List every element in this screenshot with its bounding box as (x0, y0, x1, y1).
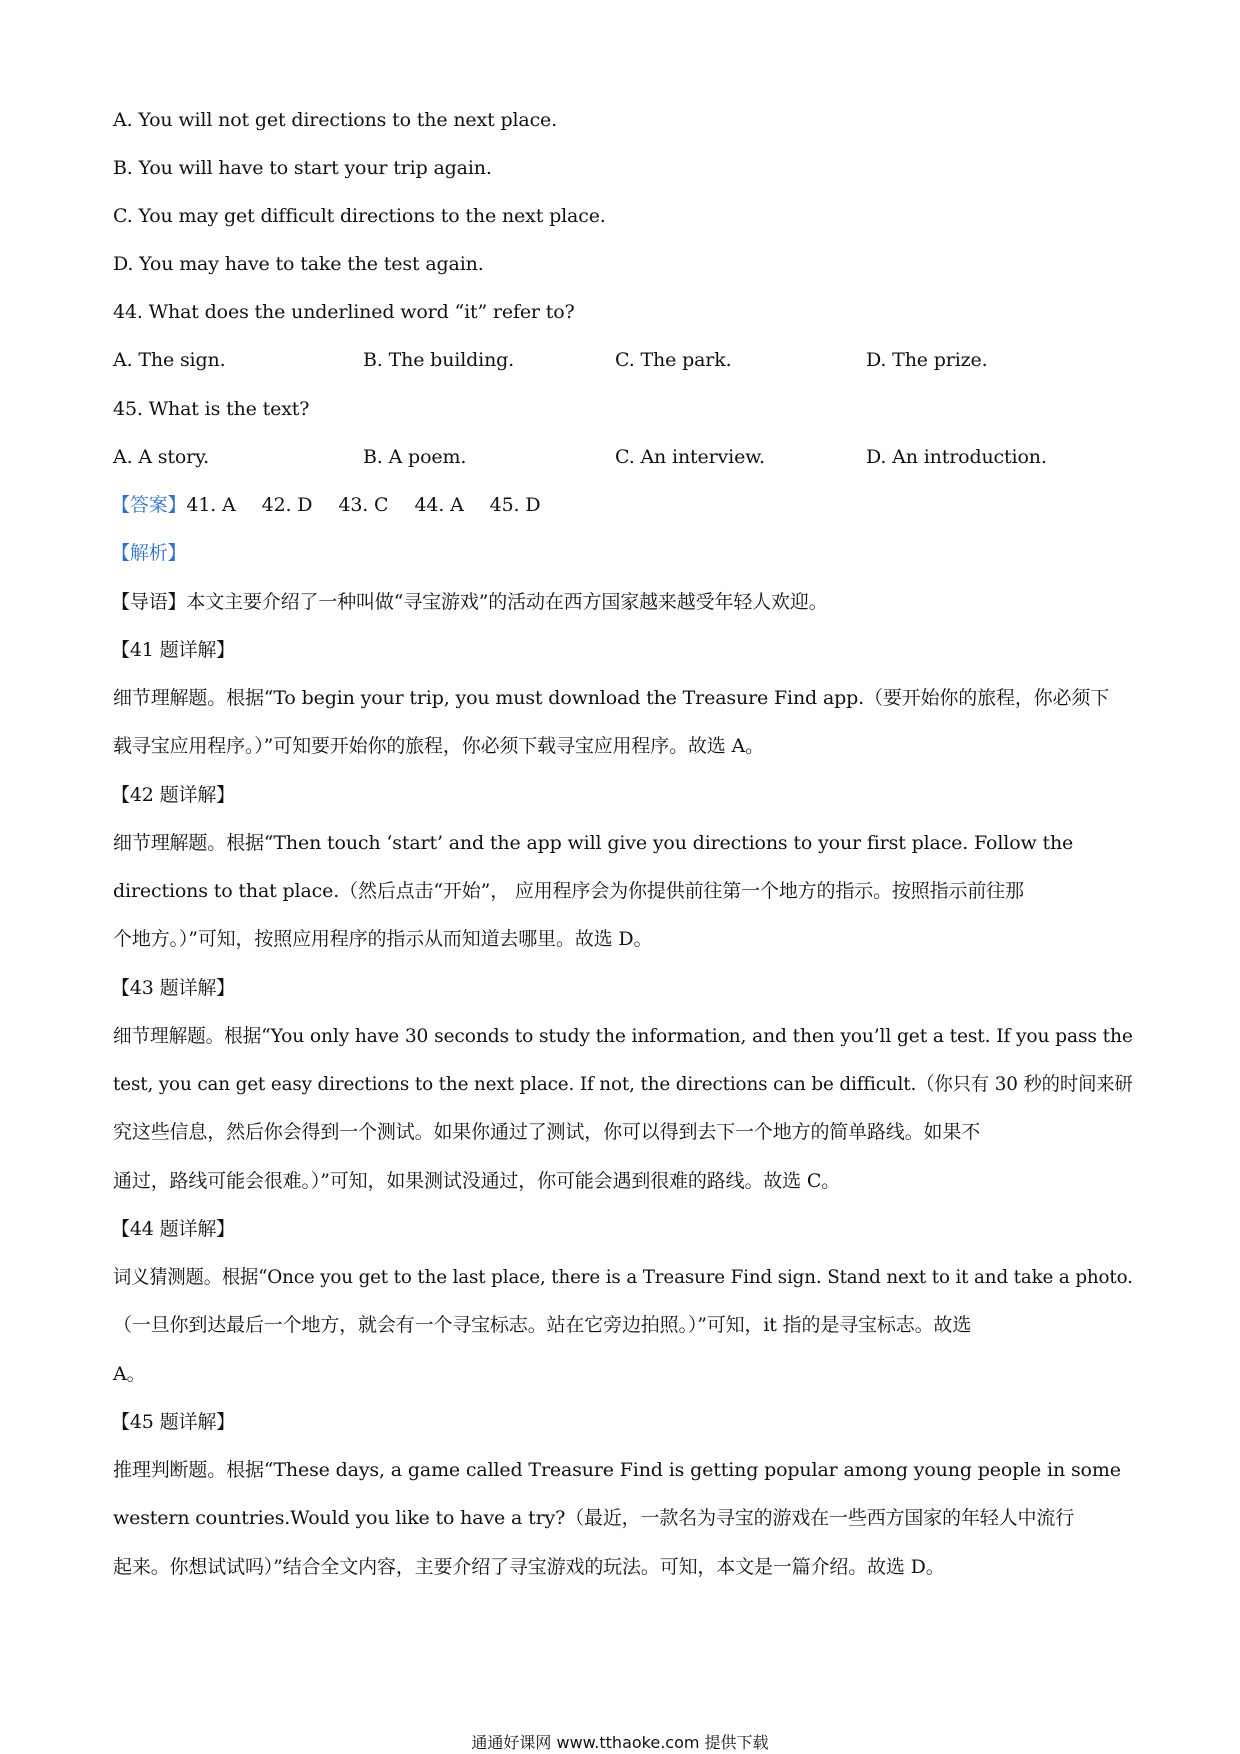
q45-option-c: C. An interview. (615, 446, 765, 468)
d41-line: 载寻宝应用程序。）”可知要开始你的旅程，你必须下载寻宝应用程序。故选 A。 (113, 735, 764, 757)
answer-item: 45. D (489, 494, 541, 516)
d44-line: 词义猜测题。根据“Once you get to the last place, there is a Treasure Find sign. Stand next to it and take a photo. (113, 1266, 1133, 1288)
d44-line: A。 (113, 1363, 146, 1385)
q43-option-b: B. You will have to start your trip again. (113, 157, 492, 179)
q44-option-c: C. The park. (615, 349, 732, 371)
answer-item: 41. A (186, 494, 236, 516)
q45-option-a: A. A story. (113, 446, 210, 468)
q43-option-d: D. You may have to take the test again. (113, 253, 484, 275)
q44-option-b: B. The building. (363, 349, 515, 371)
d45-line: 推理判断题。根据“These days, a game called Treasure Find is getting popular among young people in some (113, 1459, 1121, 1481)
q45-question: 45. What is the text? (113, 398, 310, 420)
q44-option-d: D. The prize. (866, 349, 988, 371)
d45-line: 起来。你想试试吗）”结合全文内容，主要介绍了寻宝游戏的玩法。可知，本文是一篇介绍。故选 D。 (113, 1556, 945, 1578)
d43-line: test, you can get easy directions to the next place. If not, the directions can be difficult.（你只有 30 秒的时间来研 (113, 1073, 1133, 1095)
intro-text: 【导语】本文主要介绍了一种叫做“寻宝游戏”的活动在西方国家越来越受年轻人欢迎。 (111, 591, 828, 613)
d43-heading: 【43 题详解】 (111, 977, 236, 999)
q44-option-a: A. The sign. (113, 349, 226, 371)
d43-line: 究这些信息，然后你会得到一个测试。如果你通过了测试，你可以得到去下一个地方的简单路线。如果不 (113, 1121, 981, 1143)
d44-heading: 【44 题详解】 (111, 1218, 236, 1240)
answer-item: 43. C (338, 494, 389, 516)
q43-option-c: C. You may get difficult directions to the next place. (113, 205, 606, 227)
d45-line: western countries.Would you like to have a try?（最近，一款名为寻宝的游戏在一些西方国家的年轻人中流行 (113, 1507, 1075, 1529)
d42-line: 个地方。）”可知，按照应用程序的指示从而知道去哪里。故选 D。 (113, 928, 653, 950)
d41-line: 细节理解题。根据“To begin your trip, you must download the Treasure Find app.（要开始你的旅程，你必须下 (113, 687, 1110, 709)
q45-option-b: B. A poem. (363, 446, 467, 468)
answer-item: 44. A (414, 494, 464, 516)
d41-heading: 【41 题详解】 (111, 639, 236, 661)
answer-line (111, 493, 1131, 517)
q45-option-d: D. An introduction. (866, 446, 1047, 468)
answer-label: 【答案】 (111, 494, 187, 516)
d43-line: 通过，路线可能会很难。）”可知，如果测试没通过，你可能会遇到很难的路线。故选 C。 (113, 1170, 841, 1192)
d42-heading: 【42 题详解】 (111, 784, 236, 806)
d42-line: directions to that place.（然后点击“开始”， 应用程序会为你提供前往第一个地方的指示。按照指示前往那 (113, 880, 1024, 902)
q43-option-a: A. You will not get directions to the next place. (113, 109, 558, 131)
d44-line: （一旦你到达最后一个地方，就会有一个寻宝标志。站在它旁边拍照。）”可知，it 指的是寻宝标志。故选 (113, 1314, 972, 1336)
d43-line: 细节理解题。根据“You only have 30 seconds to study the information, and then you’ll get a test. If you pass the (113, 1025, 1133, 1047)
analysis-label: 【解析】 (111, 542, 187, 564)
answer-item: 42. D (261, 494, 313, 516)
d42-line: 细节理解题。根据“Then touch ‘start’ and the app will give you directions to your first place. Follow the (113, 832, 1074, 854)
d45-heading: 【45 题详解】 (111, 1411, 236, 1433)
page-footer: 通通好课网 www.tthaoke.com 提供下载 (471, 1733, 769, 1752)
q44-question: 44. What does the underlined word “it” refer to? (113, 301, 575, 323)
